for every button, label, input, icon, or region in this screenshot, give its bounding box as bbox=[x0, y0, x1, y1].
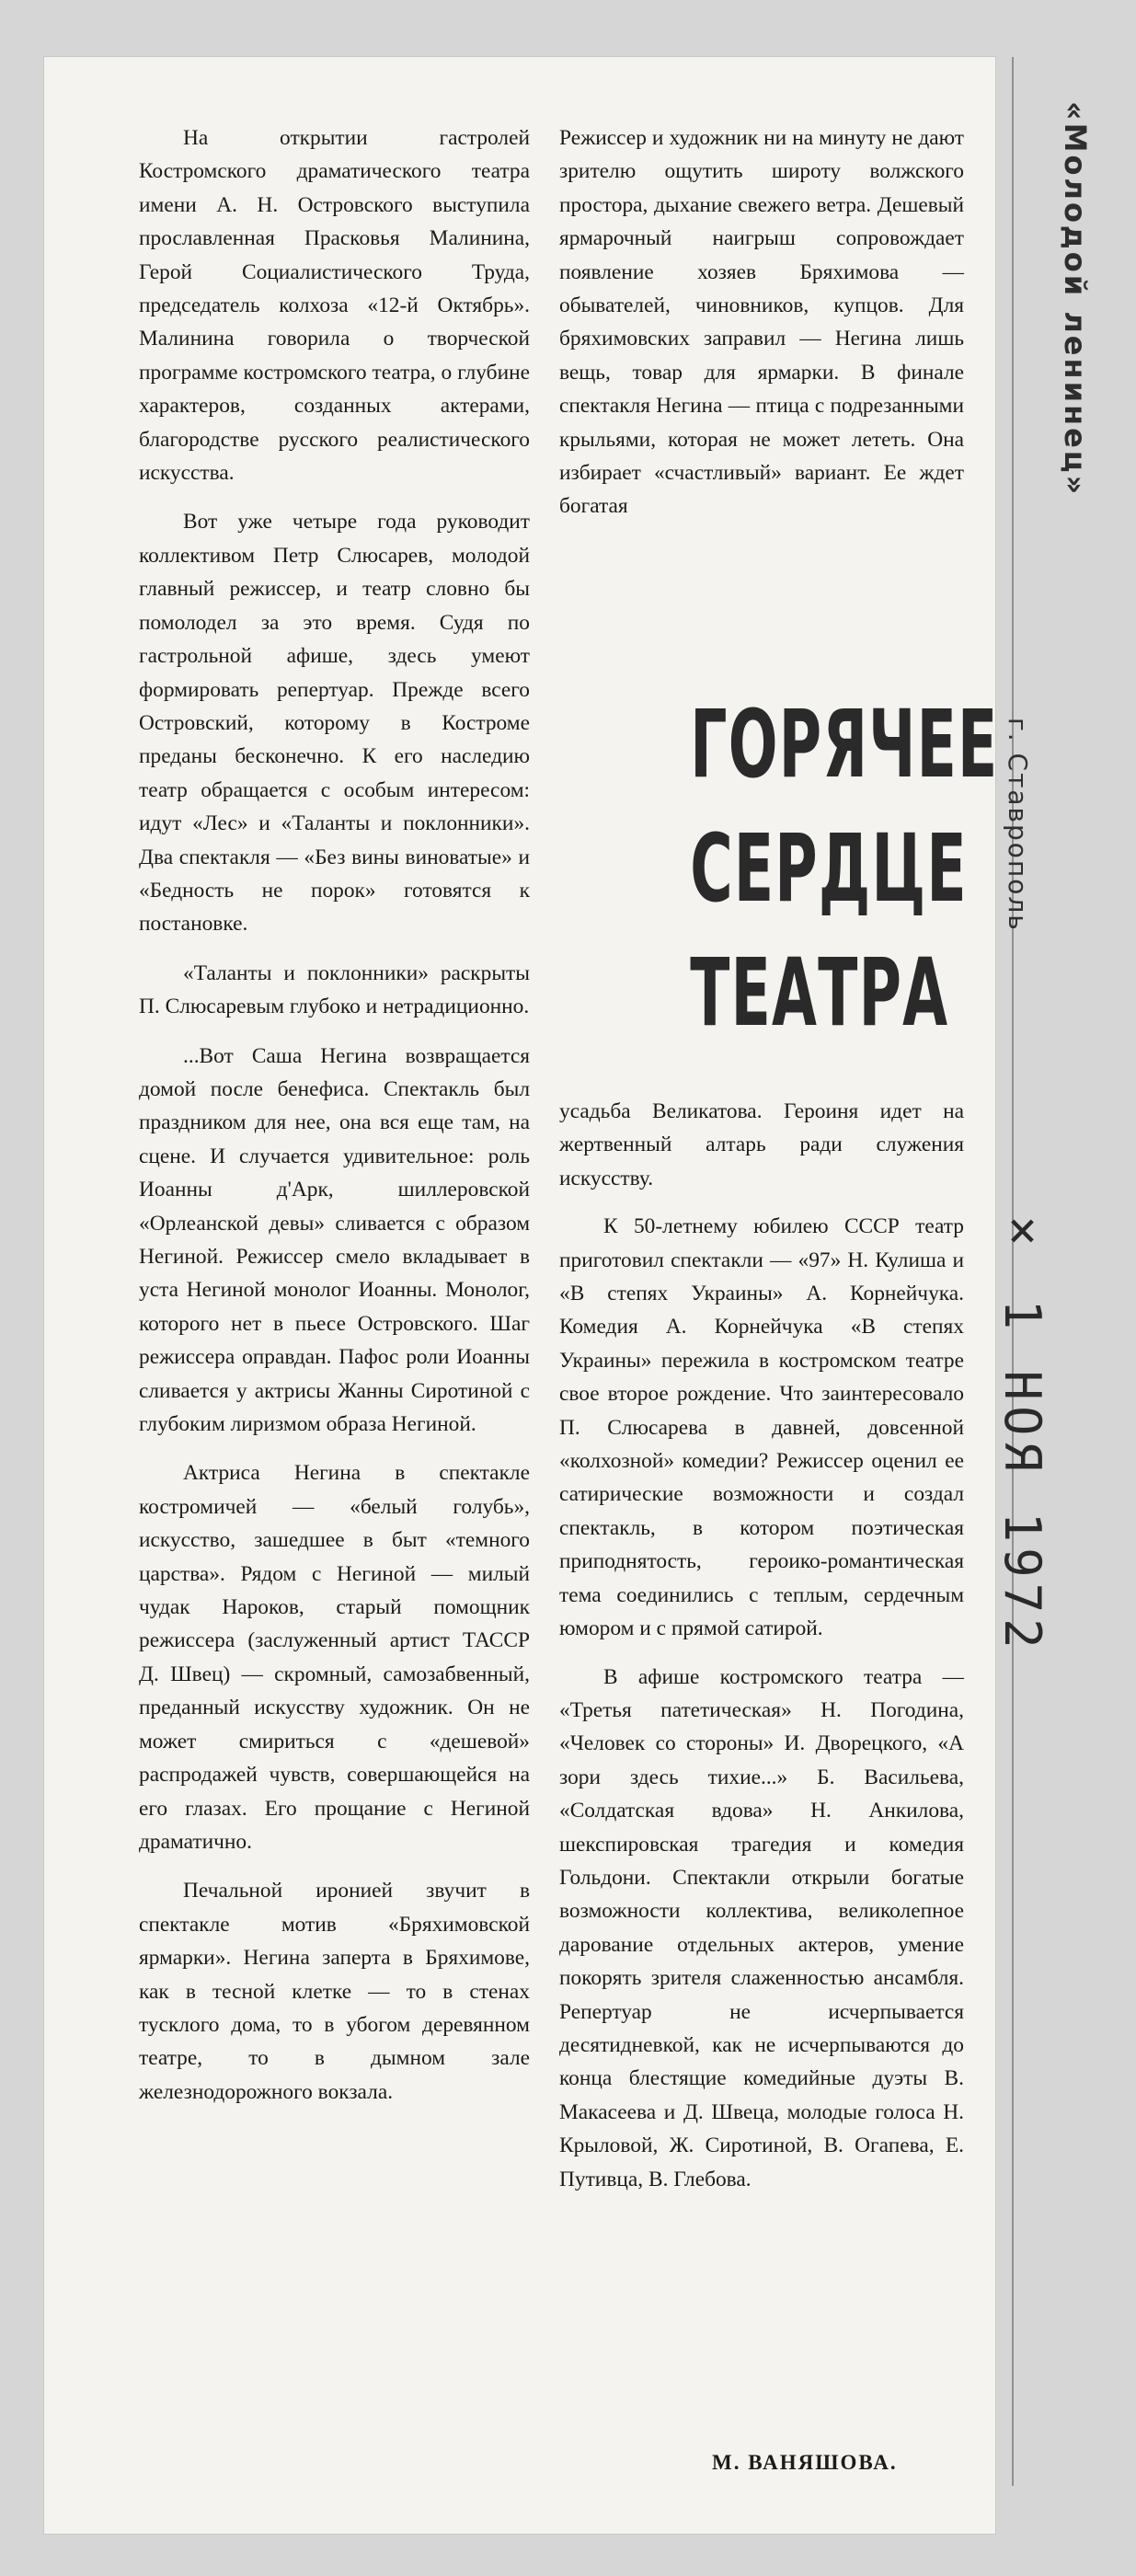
paragraph: «Таланты и поклонники» раскрыты П. Слюсаревым глубоко и нетрадиционно. bbox=[139, 960, 530, 1019]
paragraph: В афише костромского театра — «Третья патетическая» Н. Погодина, «Человек со стороны» И. Дворецкого, «А зори здесь тихие...» Б. Васильева, «Солдатская вдова» Н. Анкилова, шекспировская трагедия и комедия Гольдони. Спектакли открыли богатые возможности коллектива, великолепное дарование отдельных актеров, умение покорять зрителя слаженностью ансамбля. Репертуар не исчерпывается десятидневкой, как не исчерпываются до конца блестящие комедийные дуэты В. Макасеева и Д. Швеца, молодые голоса Н. Крыловой, Ж. Сиротиной, В. Огапева, Е. Путивца, В. Глебова. bbox=[559, 1664, 964, 2191]
newspaper-clipping bbox=[44, 57, 999, 2534]
newspaper-name-stamp: «Молодой ленинец» bbox=[1058, 101, 1093, 498]
paragraph: Печальной иронией звучит в спектакле мотив «Бряхимовской ярмарки». Негина заперта в Бряхимове, как в тесной клетке — то в стенах тусклого дома, то в убогом деревянном театре, то в дымном зале железнодорожного вокзала. bbox=[139, 1879, 530, 2104]
author-byline: М. ВАНЯШОВА. bbox=[712, 2451, 898, 2474]
paragraph: Актриса Негина в спектакле костромичей — «белый голубь», искусство, зашедшее в быт «темного царства». Рядом с Негиной — милый чудак Нароков, старый помощник режиссера (заслуженный артист ТАССР Д. Швец) — скромный, самозабвенный, преданный искусству художник. Он не может смириться с «дешевой» распродажей чувств, совершающейся на его глазах. Его прощание с Негиной драматично. bbox=[139, 1461, 530, 1854]
headline-line: ГОРЯЧЕЕ bbox=[690, 690, 999, 799]
paragraph: ...Вот Саша Негина возвращается домой после бенефиса. Спектакль был праздником для нее, она вся еще там, на сцене. И случается удивительное: роль Иоанны д'Арк, шиллеровской «Орлеанской девы» сливается с образом Негиной. Режиссер смело вкладывает в уста Негиной монолог Иоанны. Монолог, которого нет в пьесе Островского. Шаг режиссера оправдан. Пафос роли Иоанны сливается у актрисы Жанны Сиротиной с глубоким лиризмом образа Негиной. bbox=[139, 1043, 530, 1437]
paragraph: К 50-летнему юбилею СССР театр приготовил спектакли — «97» Н. Кулиша и «В степях Украины» А. Корнейчука. Комедия А. Корнейчука «В степях Украины» пережила в костромском театре свое второе рождение. Что заинтересовало П. Слюсарева в давней, довсенной «колхозной» комедии? Режиссер оценил ее сатирические возможности и создал спектакль, в котором поэтическая приподнятость, героико-романтическая тема соединились с теплым, сердечным юмором и с прямой сатирой. bbox=[559, 1214, 964, 1641]
paragraph: Вот уже четыре года руководит коллективом Петр Слюсарев, молодой главный режиссер, и театр словно бы помолодел за это время. Судя по гастрольной афише, здесь умеют формировать репертуар. Прежде всего Островский, которому в Костроме преданы бесконечно. К его наследию театр обращается с особым интересом: идут «Лес» и «Таланты и поклонники». Два спектакля — «Без вины виноватые» и «Бедность не порок» готовятся к постановке. bbox=[139, 510, 530, 937]
paragraph: усадьба Великатова. Героиня идет на жертвенный алтарь ради служения искусству. bbox=[559, 1099, 964, 1190]
article-column-right-bottom bbox=[559, 1095, 964, 2211]
article-headline bbox=[624, 683, 999, 1055]
paragraph: На открытии гастролей Костромского драматического театра имени А. Н. Островского выступила прославленная Прасковья Малинина, Герой Социалистического Труда, председатель колхоза «12-й Октябрь». Малинина говорила о творческой программе костромского театра, о глубине характеров, созданных актерами, благородстве русского реалистического искусства. bbox=[139, 126, 530, 486]
article-column-right-top bbox=[559, 121, 964, 538]
paragraph: Режиссер и художник ни на минуту не дают зрителю ощутить широту волжского простора, дыхание свежего ветра. Дешевый ярмарочный наигрыш сопровождает появление хозяев Бряхимова — обывателей, чиновников, купцов. Для бряхимовских заправил — Негина лишь вещь, товар для ярмарки. В финале спектакля Негина — птица с подрезанными крыльями, которая не может лететь. Она избирает «счастливый» вариант. Ее ждет богатая bbox=[559, 126, 964, 519]
article-column-left bbox=[139, 121, 530, 2124]
place-stamp: г. Ставрополь bbox=[1003, 718, 1033, 932]
headline-line: СЕРДЦЕ bbox=[690, 814, 968, 924]
headline-line: ТЕАТРА bbox=[690, 938, 949, 1048]
date-stamp: × 1 НОЯ 1972 bbox=[993, 1201, 1051, 1654]
